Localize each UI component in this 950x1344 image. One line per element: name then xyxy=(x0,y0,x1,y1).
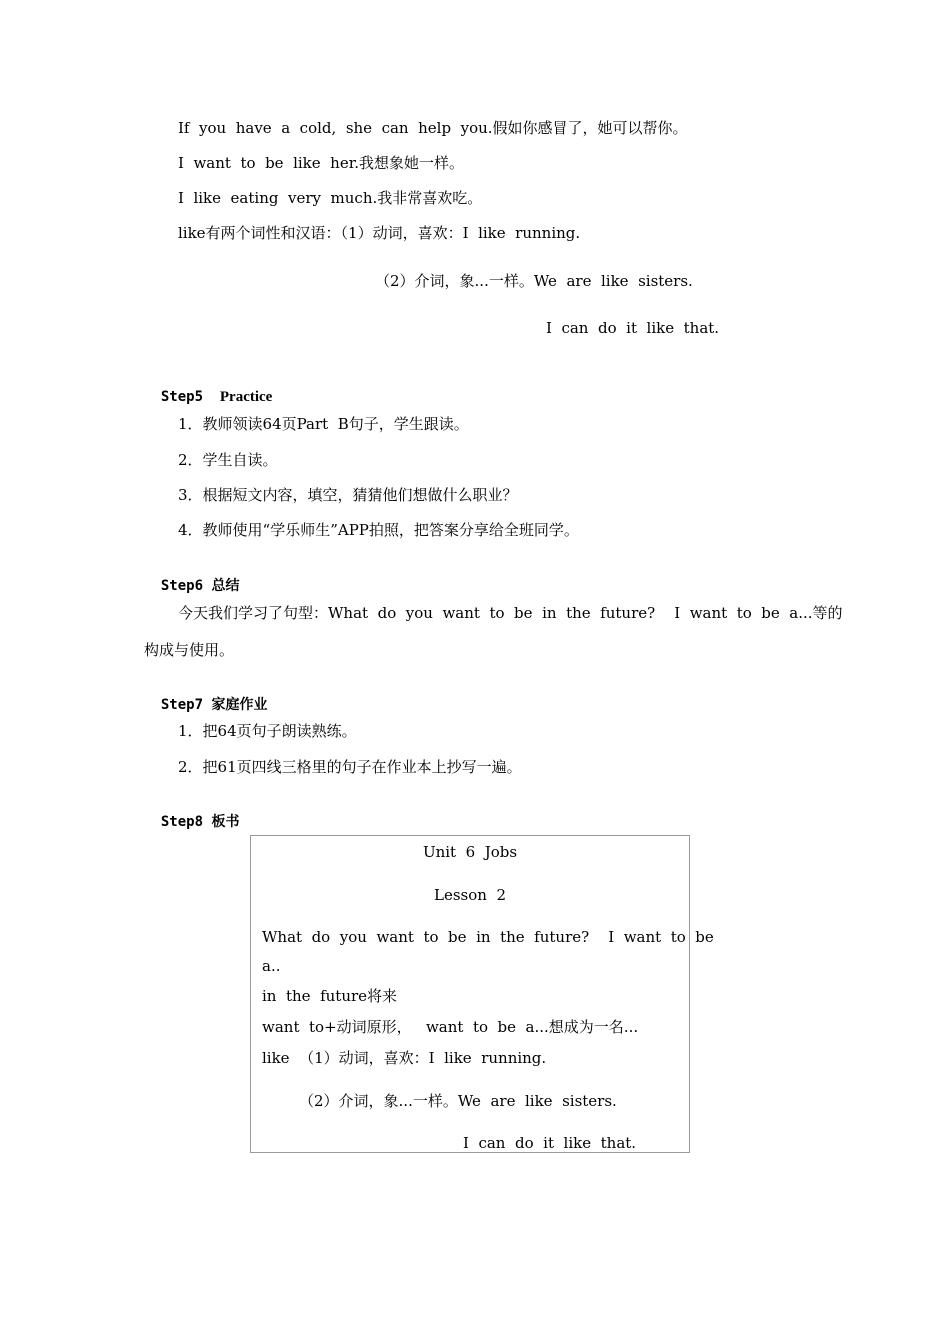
step7-item-1: 1．把64页句子朗读熟练。 xyxy=(178,722,357,740)
step7-label: Step7 xyxy=(160,697,204,713)
step6-title: 总结 xyxy=(211,578,240,594)
board-line-2: in the future将来 xyxy=(262,987,398,1005)
step6-paragraph-line-1: 今天我们学习了句型：What do you want to be in the future? I want to be a...等的 xyxy=(178,604,843,622)
step8-title: 板书 xyxy=(211,814,240,830)
intro-line-5: （2）介词，象...一样。We are like sisters. xyxy=(375,272,693,290)
intro-line-2: I want to be like her.我想象她一样。 xyxy=(178,154,465,172)
step5-item-4: 4．教师使用“学乐师生”APP拍照，把答案分享给全班同学。 xyxy=(178,521,579,539)
board-line-3: want to+动词原形， want to be a...想成为一名... xyxy=(262,1018,639,1036)
board-line-6: I can do it like that. xyxy=(463,1134,637,1152)
step6-label: Step6 xyxy=(160,578,204,594)
step6-heading xyxy=(144,556,239,596)
blackboard-design-box xyxy=(250,835,714,1153)
board-title: Unit 6 Jobs xyxy=(422,843,518,861)
intro-line-6: I can do it like that. xyxy=(546,319,720,337)
step5-item-1: 1．教师领读64页Part B句子，学生跟读。 xyxy=(178,415,469,433)
step8-heading xyxy=(144,792,239,832)
intro-line-1: If you have a cold, she can help you.假如你感冒了，她可以帮你。 xyxy=(178,119,688,137)
board-subtitle: Lesson 2 xyxy=(433,886,506,904)
step7-heading xyxy=(144,675,267,715)
board-line-4: like （1）动词，喜欢：I like running. xyxy=(262,1049,547,1067)
step6-paragraph-line-2: 构成与使用。 xyxy=(144,641,235,659)
intro-line-4: like有两个词性和汉语：（1）动词，喜欢：I like running. xyxy=(178,224,581,242)
step7-title: 家庭作业 xyxy=(211,697,268,713)
step8-label: Step8 xyxy=(160,814,204,830)
step7-item-2: 2．把61页四线三格里的句子在作业本上抄写一遍。 xyxy=(178,758,522,776)
step5-label: Step5 xyxy=(160,389,204,405)
step5-item-2: 2．学生自读。 xyxy=(178,451,278,469)
board-line-5: （2）介词，象...一样。We are like sisters. xyxy=(299,1092,617,1110)
step5-heading xyxy=(144,367,272,407)
step5-title: Practice xyxy=(219,389,273,405)
step5-item-3: 3．根据短文内容，填空，猜猜他们想做什么职业？ xyxy=(178,486,518,504)
intro-line-3: I like eating very much.我非常喜欢吃。 xyxy=(178,189,483,207)
board-line-1: What do you want to be in the future? I want to be xyxy=(262,928,714,946)
board-line-1-continued: a.. xyxy=(262,957,281,975)
